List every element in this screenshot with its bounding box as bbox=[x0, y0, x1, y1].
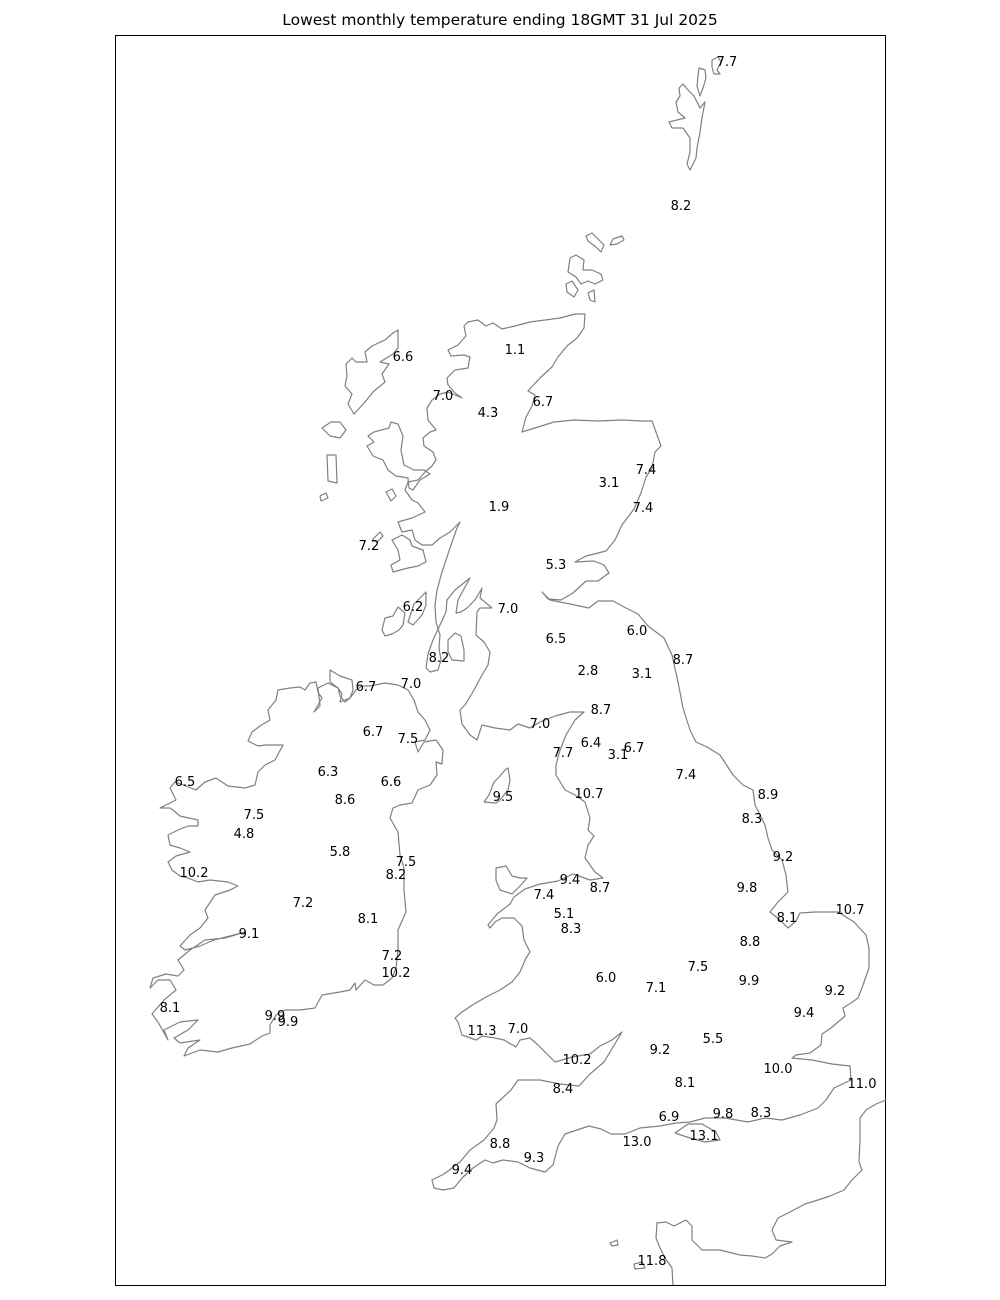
temperature-label: 8.1 bbox=[776, 911, 798, 926]
temperature-label: 8.6 bbox=[334, 793, 356, 808]
temperature-label: 8.1 bbox=[357, 912, 379, 927]
temperature-label: 7.7 bbox=[716, 55, 738, 70]
temperature-label: 8.3 bbox=[741, 812, 763, 827]
temperature-label: 7.0 bbox=[529, 717, 551, 732]
temperature-label: 9.2 bbox=[649, 1043, 671, 1058]
temperature-label: 8.8 bbox=[739, 935, 761, 950]
temperature-label: 7.2 bbox=[381, 949, 403, 964]
temperature-label: 6.7 bbox=[362, 725, 384, 740]
temperature-label: 10.2 bbox=[381, 966, 411, 981]
temperature-label: 9.8 bbox=[712, 1107, 734, 1122]
temperature-label: 7.2 bbox=[358, 539, 380, 554]
temperature-label: 5.1 bbox=[553, 907, 575, 922]
temperature-label: 7.7 bbox=[552, 746, 574, 761]
temperature-label: 8.2 bbox=[670, 199, 692, 214]
temperature-label: 7.0 bbox=[432, 389, 454, 404]
temperature-label: 6.9 bbox=[658, 1110, 680, 1125]
temperature-label: 6.7 bbox=[623, 741, 645, 756]
map-title: Lowest monthly temperature ending 18GMT 31 Jul 2025 bbox=[282, 11, 718, 29]
temperature-label: 6.7 bbox=[355, 680, 377, 695]
temperature-label: 6.5 bbox=[174, 775, 196, 790]
coastline-skye bbox=[367, 422, 430, 501]
temperature-label: 9.4 bbox=[793, 1006, 815, 1021]
temperature-label: 7.5 bbox=[243, 808, 265, 823]
coastline-shetland bbox=[669, 57, 721, 170]
temperature-label: 10.2 bbox=[562, 1053, 592, 1068]
temperature-label: 9.9 bbox=[264, 1009, 286, 1024]
temperature-label: 6.5 bbox=[545, 632, 567, 647]
temperature-label: 6.7 bbox=[532, 395, 554, 410]
temperature-label: 3.1 bbox=[607, 748, 629, 763]
temperature-label: 5.8 bbox=[329, 845, 351, 860]
temperature-label: 6.4 bbox=[580, 736, 602, 751]
temperature-label: 8.2 bbox=[428, 651, 450, 666]
temperature-label: 4.8 bbox=[233, 827, 255, 842]
temperature-label: 6.2 bbox=[402, 600, 424, 615]
temperature-label: 6.0 bbox=[626, 624, 648, 639]
temperature-label: 8.8 bbox=[489, 1137, 511, 1152]
temperature-label: 11.8 bbox=[637, 1254, 667, 1269]
temperature-label: 10.7 bbox=[574, 787, 604, 802]
temperature-label: 10.0 bbox=[763, 1062, 793, 1077]
temperature-label: 9.3 bbox=[523, 1151, 545, 1166]
temperature-label: 9.5 bbox=[492, 790, 514, 805]
temperature-label: 9.9 bbox=[738, 974, 760, 989]
temperature-label: 7.5 bbox=[687, 960, 709, 975]
temperature-label: 8.1 bbox=[159, 1001, 181, 1016]
temperature-label: 8.7 bbox=[589, 881, 611, 896]
temperature-label: 6.0 bbox=[595, 971, 617, 986]
temperature-label: 8.3 bbox=[750, 1106, 772, 1121]
temperature-label: 9.1 bbox=[238, 927, 260, 942]
temperature-label: 7.4 bbox=[632, 501, 654, 516]
temperature-label: 10.7 bbox=[835, 903, 865, 918]
temperature-label: 7.1 bbox=[645, 981, 667, 996]
temperature-label: 6.6 bbox=[392, 350, 414, 365]
temperature-label: 9.4 bbox=[451, 1163, 473, 1178]
temperature-label: 8.7 bbox=[590, 703, 612, 718]
temperature-label: 3.1 bbox=[631, 667, 653, 682]
coastline-anglesey bbox=[496, 866, 527, 894]
temperature-label: 8.2 bbox=[385, 868, 407, 883]
temperature-label: 5.5 bbox=[702, 1032, 724, 1047]
map-border bbox=[116, 36, 886, 1286]
temperature-label: 7.4 bbox=[533, 888, 555, 903]
temperature-label: 9.9 bbox=[277, 1015, 299, 1030]
temperature-label: 11.3 bbox=[467, 1024, 497, 1039]
coastline-france bbox=[656, 1100, 886, 1285]
temperature-label: 9.4 bbox=[559, 873, 581, 888]
temperature-label: 7.4 bbox=[635, 463, 657, 478]
temperature-label: 7.4 bbox=[675, 768, 697, 783]
temperature-label: 9.2 bbox=[824, 984, 846, 999]
temperature-label: 7.0 bbox=[497, 602, 519, 617]
temperature-label: 9.2 bbox=[772, 850, 794, 865]
temperature-label: 7.5 bbox=[395, 855, 417, 870]
temperature-label: 7.0 bbox=[507, 1022, 529, 1037]
temperature-label: 11.0 bbox=[847, 1077, 877, 1092]
temperature-label: 2.8 bbox=[577, 664, 599, 679]
temperature-label: 6.6 bbox=[380, 775, 402, 790]
temperature-label: 3.1 bbox=[598, 476, 620, 491]
temperature-label: 8.7 bbox=[672, 653, 694, 668]
temperature-label: 10.2 bbox=[179, 866, 209, 881]
temperature-label: 4.3 bbox=[477, 406, 499, 421]
temperature-label: 13.1 bbox=[689, 1129, 719, 1144]
temperature-label: 6.3 bbox=[317, 765, 339, 780]
temperature-label: 7.5 bbox=[397, 732, 419, 747]
temperature-label: 9.8 bbox=[736, 881, 758, 896]
temperature-label: 13.0 bbox=[622, 1135, 652, 1150]
temperature-label: 5.3 bbox=[545, 558, 567, 573]
coastline-orkney bbox=[566, 233, 624, 302]
temperature-label: 8.9 bbox=[757, 788, 779, 803]
temperature-label: 7.2 bbox=[292, 896, 314, 911]
coastline-outer-hebrides bbox=[320, 330, 398, 501]
temperature-label: 8.1 bbox=[674, 1076, 696, 1091]
temperature-label: 8.3 bbox=[560, 922, 582, 937]
temperature-label: 8.4 bbox=[552, 1082, 574, 1097]
temperature-label: 1.9 bbox=[488, 500, 510, 515]
temperature-label: 7.0 bbox=[400, 677, 422, 692]
temperature-label: 1.1 bbox=[504, 343, 526, 358]
